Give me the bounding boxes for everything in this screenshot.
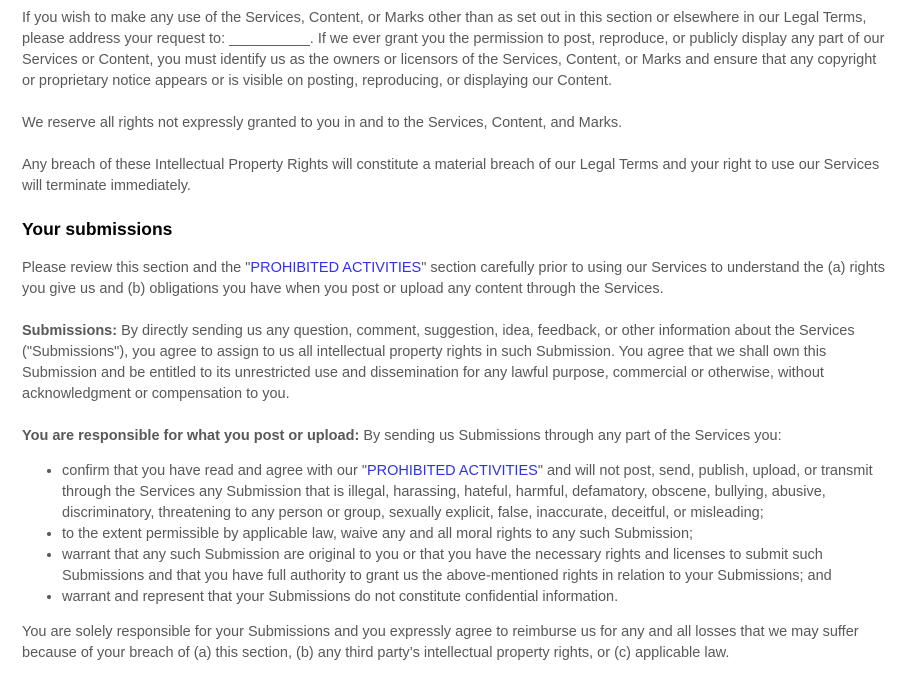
obligations-list [22,461,891,608]
paragraph-review-section [22,258,891,300]
responsibility-label: You are responsible for what you post or upload: [22,428,360,444]
section-heading-your-submissions: Your submissions [22,219,173,239]
list-item: • warrant that any such Submission are original to you or that you have the necessary rights and licenses to submit such Submissions and that you have full authority to grant us the above-mentioned rights in relation to your Submissions; and [62,545,891,587]
paragraph-submissions [22,321,891,405]
paragraph-reserved-rights: We reserve all rights not expressly granted to you in and to the Services, Content, and Marks. [22,115,623,131]
paragraph-breach: Any breach of these Intellectual Property Rights will constitute a material breach of our Legal Terms and your right to use our Services will terminate immediately. [22,157,880,194]
paragraph-responsibility [22,426,891,447]
list-item: • warrant and represent that your Submissions do not constitute confidential information. [62,587,891,608]
list-item: • to the extent permissible by applicable law, waive any and all moral rights to any such Submission; [62,524,891,545]
submissions-text: By directly sending us any question, comment, suggestion, idea, feedback, or other information about the Services ("Submissions"), you agree to assign to us all intellectual property rights in such Submission. You agree that we shall own this Submission and be entitled to its unrestricted use and dissemination for any lawful purpose, commercial or otherwise, without acknowledgment or compensation to you. [22,323,855,402]
paragraph-sole-responsibility: You are solely responsible for your Submissions and you expressly agree to reimburse us for any and all losses that we may suffer because of your breach of (a) this section, (b) any third party’s intellectual property rights, or (c) applicable law. [22,624,859,661]
text-segment: " section carefully prior to using our Services to understand the (a) rights you give us and (b) obligations you have when you post or upload any content through the Services. [22,260,885,297]
prohibited-activities-link[interactable]: PROHIBITED ACTIVITIES [367,463,538,479]
text-segment: Please review this section and the " [22,260,251,276]
list-item [62,461,891,524]
prohibited-activities-link[interactable]: PROHIBITED ACTIVITIES [250,260,422,276]
text-segment: " and will not post, send, publish, upload, or transmit through the Services any Submission that is illegal, harassing, hateful, harmful, defamatory, obscene, bullying, abusive, discriminatory, threatening to any person or group, sexually explicit, false, inaccurate, deceitful, or misleading; [62,463,873,521]
text-segment: confirm that you have read and agree with our " [62,463,367,479]
submissions-label: Submissions: [22,323,118,339]
responsibility-text: By sending us Submissions through any part of the Services you: [359,428,782,444]
paragraph-permission-requests: If you wish to make any use of the Services, Content, or Marks other than as set out in this section or elsewhere in our Legal Terms, please address your request to: __________. If we ever grant you the permission to post, reproduce, or publicly display any part of our Services or Content, you must identify us as the owners or licensors of the Services, Content, or Marks and ensure that any copyright or proprietary notice appears or is visible on posting, reproducing, or displaying our Content. [22,10,885,89]
